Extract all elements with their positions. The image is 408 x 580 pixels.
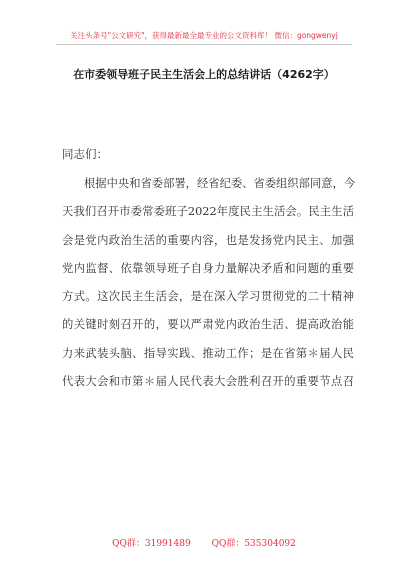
body-line: 力来武装头脑、指导实践、推动工作；是在省第＊届人民 — [62, 346, 354, 360]
header-divider — [56, 44, 352, 45]
body-line: 天我们召开市委常委班子2022年度民主生活会。民主生活 — [62, 205, 354, 219]
body-line: 方式。这次民主生活会，是在深入学习贯彻党的二十精神 — [62, 290, 354, 304]
footer-qq-group-1: QQ群：31991489 — [112, 539, 191, 549]
body-line: 代表大会和市第＊届人民代表大会胜利召开的重要节点召 — [62, 375, 354, 389]
footer-contact — [0, 536, 408, 549]
header-banner: 关注头条号"公文研究"，获得最新最全最专业的公文资料库！ 微信：gongwenyj — [70, 31, 338, 40]
footer-qq-group-2: QQ群：535304092 — [211, 539, 296, 549]
body-line: 的关键时刻召开的，要以严肃党内政治生活、提高政治能 — [62, 318, 354, 332]
salutation: 同志们： — [62, 147, 108, 161]
body-line: 根据中央和省委部署，经省纪委、省委组织部同意，今 — [84, 177, 356, 190]
body-line: 党内监督、依靠领导班子自身力量解决矛盾和问题的重要 — [62, 261, 354, 275]
body-paragraph — [62, 170, 354, 396]
document-title: 在市委领导班子民主生活会上的总结讲话（4262字） — [73, 68, 335, 81]
body-line: 会是党内政治生活的重要内容，也是发扬党内民主、加强 — [62, 233, 354, 247]
